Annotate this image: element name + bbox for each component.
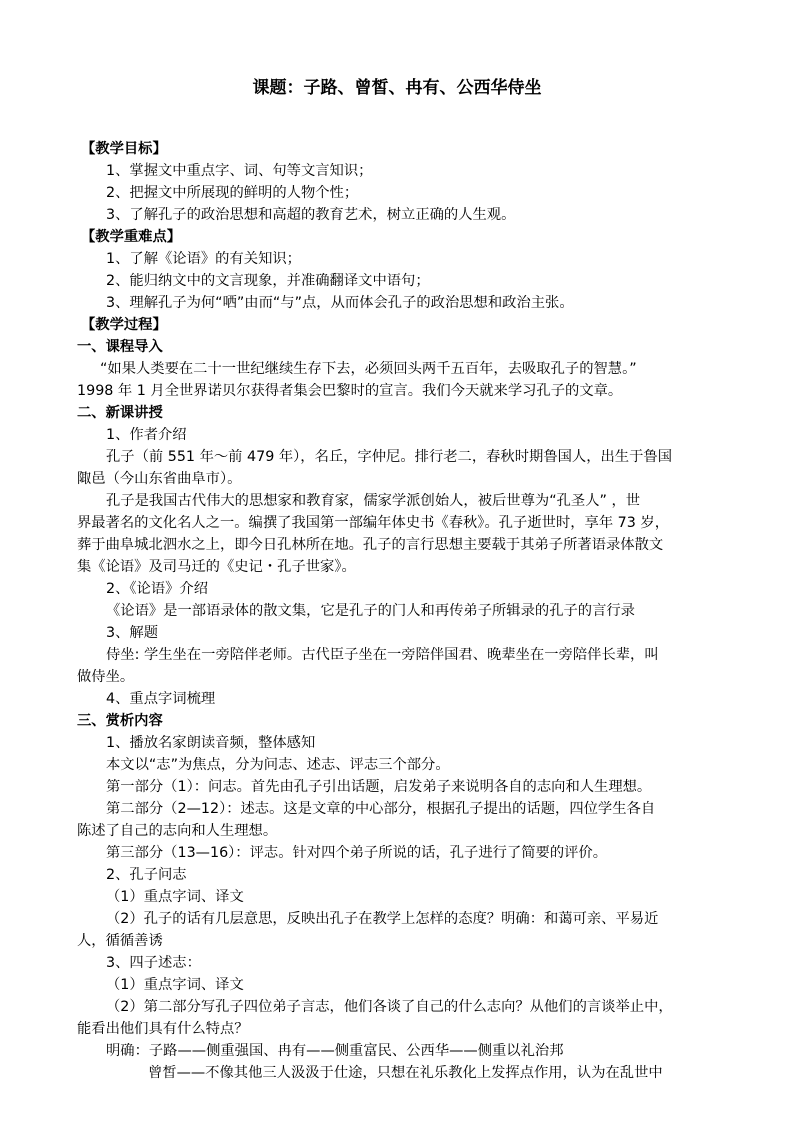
paragraph-line: 侍坐: 学生坐在一旁陪伴老师。古代臣子坐在一旁陪伴国君、晚辈坐在一旁陪伴长辈，叫 [106, 647, 659, 663]
paragraph-line: （1）重点字词、译文 [106, 977, 244, 993]
key-point-item: 2、能归纳文中的文言现象，并准确翻译文中语句； [106, 273, 430, 289]
section-heading: 一、课程导入 [77, 339, 163, 355]
paragraph-line: 第三部分（13—16）：评志。针对四个弟子所说的话，孔子进行了简要的评价。 [106, 845, 608, 861]
paragraph-line: 1、播放名家朗读音频，整体感知 [106, 735, 316, 751]
paragraph-line: 第一部分（1）：问志。首先由孔子引出话题，启发弟子来说明各自的志向和人生理想。 [106, 779, 652, 795]
paragraph-line: 2、孔子问志 [106, 867, 187, 883]
paragraph-line: 葬于曲阜城北泗水之上，即今日孔林所在地。孔子的言行思想主要载于其弟子所著语录体散文 [77, 537, 664, 553]
objective-item: 3、了解孔子的政治思想和高超的教育艺术，树立正确的人生观。 [106, 207, 516, 223]
objective-item: 1、掌握文中重点字、词、句等文言知识； [106, 163, 373, 179]
paragraph-line: 陬邑（今山东省曲阜市）。 [77, 471, 242, 487]
paragraph-line: （2）第二部分写孔子四位弟子言志，他们各谈了自己的什么志向？从他们的言谈举止中， [106, 999, 673, 1015]
page-title: 课题：子路、曾皙、冉有、公西华侍坐 [252, 78, 542, 98]
paragraph-line: 孔子是我国古代伟大的思想家和教育家，儒家学派创始人，被后世尊为“孔圣人” ，世 [106, 493, 641, 509]
process-heading: 【教学过程】 [81, 317, 167, 333]
paragraph-line: 4、重点字词梳理 [106, 691, 216, 707]
paragraph-line: 做侍坐。 [77, 669, 135, 685]
paragraph-line: 明确：子路——侧重强国、冉有——侧重富民、公西华——侧重以礼治邦 [106, 1043, 564, 1059]
paragraph-line: （1）重点字词、译文 [106, 889, 244, 905]
paragraph-line: 能看出他们具有什么特点？ [77, 1021, 249, 1037]
paragraph-line: 3、解题 [106, 625, 158, 641]
paragraph-line: 1、作者介绍 [106, 427, 187, 443]
paragraph-line: 第二部分（2—12）：述志。这是文章的中心部分，根据孔子提出的话题，四位学生各自 [106, 801, 656, 817]
paragraph-line: 人，循循善诱 [77, 933, 163, 949]
paragraph-line: 陈述了自己的志向和人生理想。 [77, 823, 278, 839]
objective-item: 2、把握文中所展现的鲜明的人物个性； [106, 185, 359, 201]
paragraph-line: 《论语》是一部语录体的散文集，它是孔子的门人和再传弟子所辑录的孔子的言行录 [106, 603, 635, 619]
paragraph-line: 曾皙——不像其他三人汲汲于仕途，只想在礼乐教化上发挥点作用，认为在乱世中 [148, 1065, 663, 1081]
paragraph-line: （2）孔子的话有几层意思，反映出孔子在教学上怎样的态度？明确：和蔼可亲、平易近 [106, 911, 659, 927]
objectives-heading: 【教学目标】 [81, 141, 167, 157]
paragraph-line: 孔子（前 551 年～前 479 年），名丘，字仲尼。排行老二，春秋时期鲁国人，出生于鲁国 [106, 449, 672, 465]
key-points-heading: 【教学重难点】 [81, 229, 182, 245]
paragraph-line: 3、四子述志： [106, 955, 201, 971]
key-point-item: 1、了解《论语》的有关知识； [106, 251, 301, 267]
paragraph-line: 集《论语》及司马迁的《史记・孔子世家》。 [77, 559, 356, 575]
section-heading: 二、新课讲授 [77, 405, 163, 421]
key-point-item: 3、理解孔子为何“哂”由而“与”点，从而体会孔子的政治思想和政治主张。 [106, 295, 574, 311]
paragraph-line: 本文以“志”为焦点，分为问志、述志、评志三个部分。 [106, 757, 450, 773]
paragraph-line: 1998 年 1 月全世界诺贝尔获得者集会巴黎时的宣言。我们今天就来学习孔子的文章。 [77, 383, 623, 399]
paragraph-line: 2、《论语》介绍 [106, 581, 209, 597]
section-heading: 三、赏析内容 [77, 713, 163, 729]
paragraph-line: 界最著名的文化名人之一。编撰了我国第一部编年体史书《春秋》。孔子逝世时，享年 73 岁， [77, 515, 670, 531]
paragraph-line: “如果人类要在二十一世纪继续生存下去，必须回头两千五百年，去吸取孔子的智慧。” [100, 361, 637, 377]
